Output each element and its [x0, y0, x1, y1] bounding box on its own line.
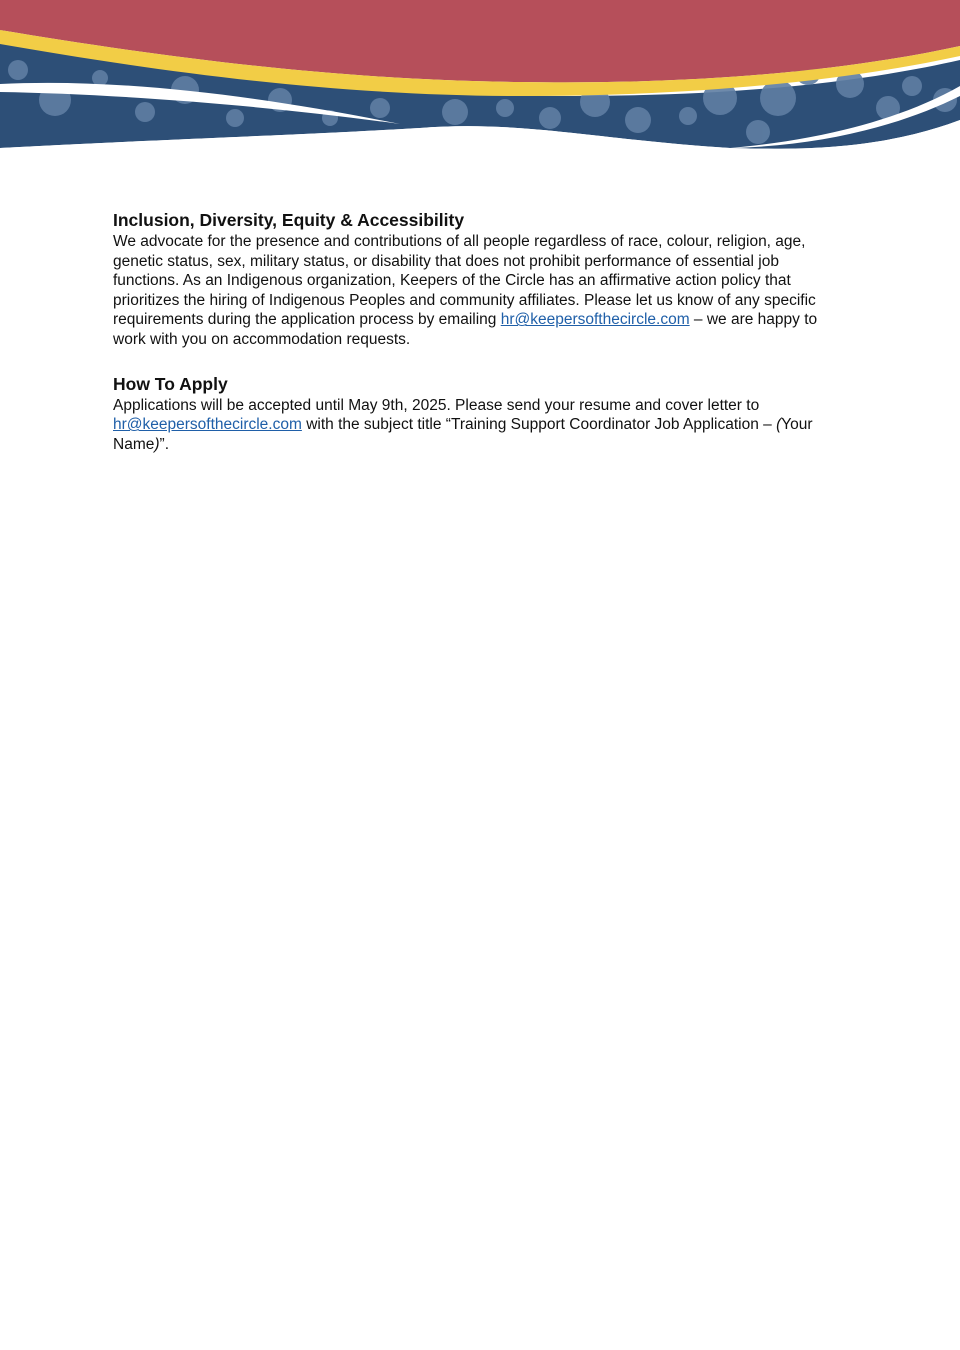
document-body [113, 208, 833, 454]
inclusion-text-end: – we are happy to work with you on accommodation requests. [113, 311, 818, 348]
apply-text: Applications will be accepted until May 9th, 2025. Please send your resume and cover letter to [113, 396, 760, 414]
inclusion-heading: Inclusion, Diversity, Equity & Accessibility [113, 210, 465, 230]
apply-italic-close: ) [154, 435, 160, 453]
apply-text-end: ”. [159, 435, 169, 453]
apply-heading: How To Apply [113, 373, 228, 394]
apply-italic-open: ( [776, 416, 782, 434]
inclusion-email-link[interactable]: hr@keepersofthecircle.com [500, 311, 690, 329]
apply-your-name: Your Name [113, 416, 813, 453]
header-banner [0, 0, 960, 160]
inclusion-text: We advocate for the presence and contributions of all people regardless of race, colour, religion, age, genetic status, sex, military status, or disability that does not prohibit performance of essential job functions. As an Indigenous organization, Keepers of the Circle has an affirmative action policy that prioritizes the hiring of Indigenous Peoples and community affiliates. Please let us know of any specific requirements during the application process by emailing [113, 233, 816, 329]
apply-email-link[interactable]: hr@keepersofthecircle.com [113, 416, 302, 434]
inclusion-paragraph [113, 232, 833, 350]
apply-paragraph [113, 396, 833, 455]
apply-subject-text: with the subject title “Training Support Coordinator Job Application – [301, 416, 777, 434]
